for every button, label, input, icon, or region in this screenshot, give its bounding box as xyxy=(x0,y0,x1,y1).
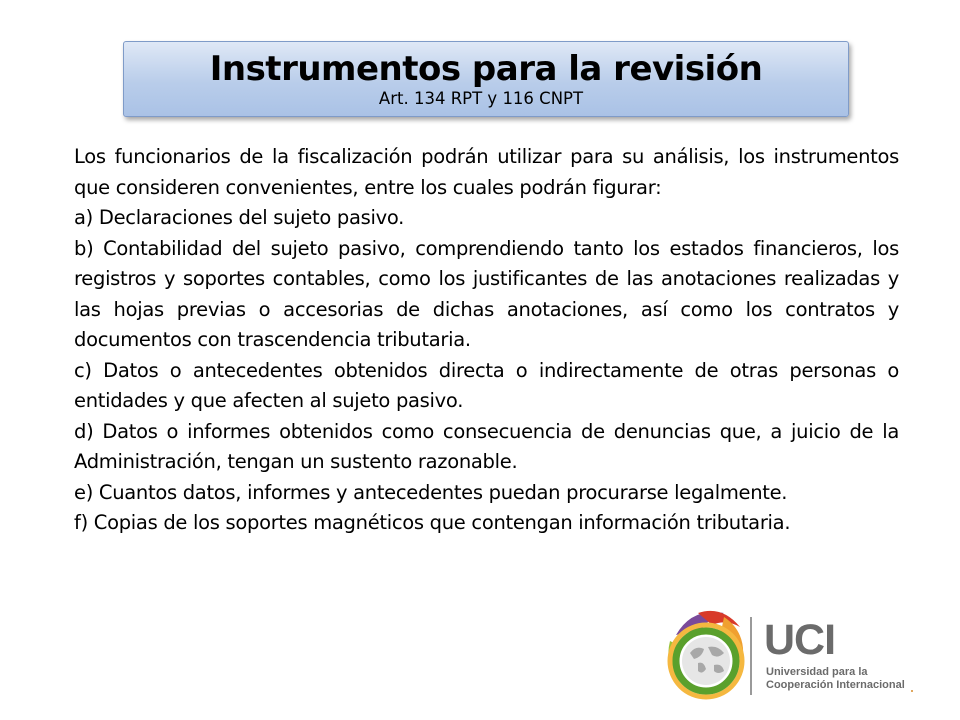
page-subtitle: Art. 134 RPT y 116 CNPT xyxy=(378,89,584,108)
list-item-d: d) Datos o informes obtenidos como consecuencia de denuncias que, a juicio de la Administración, tengan un sustento razonable. xyxy=(74,419,899,473)
body-text xyxy=(74,142,899,539)
page-title: Instrumentos para la revisión xyxy=(209,49,763,89)
logo-divider xyxy=(750,617,752,695)
intro-paragraph: Los funcionarios de la fiscalización podrán utilizar para su análisis, los instrumentos que consideren convenientes, entre los cuales podrán figurar: xyxy=(74,145,899,199)
globe-swirl-icon xyxy=(662,605,752,705)
logo-tagline-line-2: Cooperación Internacional xyxy=(766,679,905,691)
logo-tagline xyxy=(766,666,905,692)
logo-brand: UCI xyxy=(764,616,836,664)
list-item-a: a) Declaraciones del sujeto pasivo. xyxy=(74,206,405,229)
uci-logo xyxy=(662,605,922,705)
title-box xyxy=(123,41,849,117)
footer-dot xyxy=(911,690,913,692)
logo-tagline-line-1: Universidad para la xyxy=(766,666,868,678)
list-item-b: b) Contabilidad del sujeto pasivo, comprendiendo tanto los estados financieros, los registros y soportes contables, como los justificantes de las anotaciones realizadas y las hojas previas o accesorias de dichas anotaciones, así como los contratos y documentos con trascendencia tributaria. xyxy=(74,236,899,351)
list-item-c: c) Datos o antecedentes obtenidos directa o indirectamente de otras personas o entidades y que afecten al sujeto pasivo. xyxy=(74,358,899,412)
list-item-e: e) Cuantos datos, informes y antecedentes puedan procurarse legalmente. xyxy=(74,480,788,504)
list-item-f: f) Copias de los soportes magnéticos que contengan información tributaria. xyxy=(74,511,791,534)
